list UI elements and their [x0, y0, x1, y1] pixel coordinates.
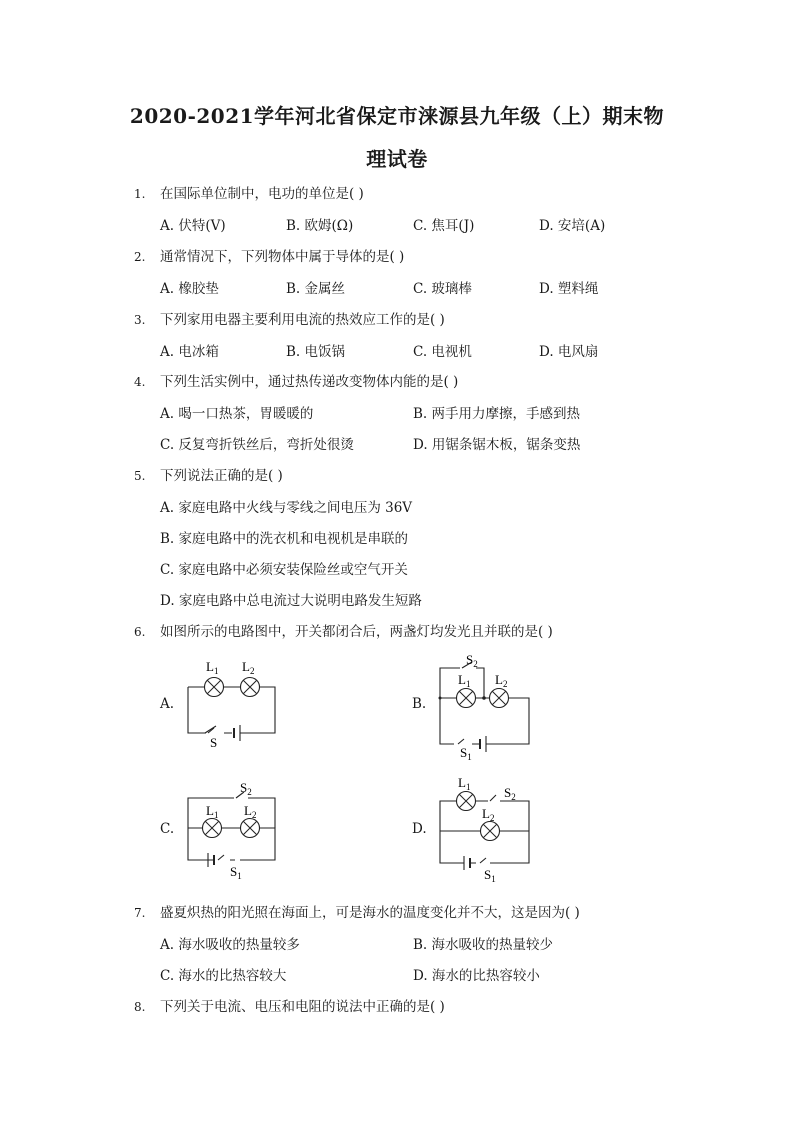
question-number: 6. — [134, 625, 146, 639]
circuit-diagram-b — [432, 650, 542, 760]
option-c: C. 电视机 — [413, 344, 472, 360]
option-d: D. — [412, 821, 427, 837]
option-d: D. 家庭电路中总电流过大说明电路发生短路 — [160, 593, 422, 609]
label-l2: $L_2$ — [244, 803, 257, 820]
question-text: 盛夏炽热的阳光照在海面上，可是海水的温度变化并不大，这是因为( ) — [160, 905, 580, 921]
label-l1: $L_1$ — [206, 659, 219, 676]
label-l2: $L_2$ — [495, 672, 508, 689]
question-number: 4. — [134, 375, 146, 389]
question-text: 下列关于电流、电压和电阻的说法中正确的是( ) — [160, 999, 445, 1015]
label-l1: $L_1$ — [206, 803, 219, 820]
option-d: D. 安培(A) — [539, 218, 606, 234]
option-a: A. 电冰箱 — [160, 344, 219, 360]
question-text: 如图所示的电路图中，开关都闭合后，两盏灯均发光且并联的是( ) — [160, 624, 553, 640]
option-a: A. 家庭电路中火线与零线之间电压为 36V — [160, 500, 413, 516]
option-a: A. 橡胶垫 — [160, 281, 219, 297]
option-b: B. 欧姆(Ω) — [286, 218, 354, 234]
question-4 — [134, 370, 458, 390]
option-c: C. 反复弯折铁丝后，弯折处很烫 — [160, 437, 354, 453]
option-a: A. 喝一口热茶，胃暖暖的 — [160, 406, 314, 422]
option-a: A. — [160, 696, 175, 712]
question-text: 在国际单位制中，电功的单位是( ) — [160, 186, 364, 202]
option-b: B. — [412, 696, 427, 712]
label-l1: $L_1$ — [458, 672, 471, 689]
option-d: D. 塑料绳 — [539, 281, 599, 297]
label-s2: $S_2$ — [504, 785, 516, 802]
option-b: B. 金属丝 — [286, 281, 346, 297]
question-number: 7. — [134, 906, 146, 920]
option-c: C. 海水的比热容较大 — [160, 968, 287, 984]
lamp-l2 — [241, 819, 260, 838]
circuit-diagram-c — [180, 780, 285, 880]
question-7 — [134, 901, 580, 921]
question-5 — [134, 464, 283, 484]
question-2 — [134, 245, 404, 265]
question-3 — [134, 308, 445, 328]
question-number: 5. — [134, 469, 146, 483]
question-text: 下列家用电器主要利用电流的热效应工作的是( ) — [160, 312, 445, 328]
lamp-l1 — [457, 689, 476, 708]
lamp-l1 — [205, 678, 224, 697]
option-d: D. 电风扇 — [539, 344, 599, 360]
circuit-diagram-a — [180, 655, 285, 750]
label-s1: $S_1$ — [484, 867, 496, 884]
option-b: B. 两手用力摩擦，手感到热 — [413, 406, 581, 422]
option-c: C. — [160, 821, 175, 837]
question-text: 通常情况下，下列物体中属于导体的是( ) — [160, 249, 405, 265]
lamp-l2 — [241, 678, 260, 697]
lamp-l2 — [481, 822, 500, 841]
lamp-l2 — [490, 689, 509, 708]
label-s1: $S_1$ — [460, 745, 472, 760]
lamp-l1 — [457, 792, 476, 811]
option-d: D. 用锯条锯木板，锯条变热 — [413, 437, 581, 453]
option-a: A. 海水吸收的热量较多 — [160, 937, 300, 953]
option-b: B. 海水吸收的热量较少 — [413, 937, 554, 953]
option-c: C. 焦耳(J) — [413, 218, 475, 234]
option-c: C. 玻璃棒 — [413, 281, 472, 297]
label-s2: $S_2$ — [466, 652, 478, 669]
option-b: B. 电饭锅 — [286, 344, 346, 360]
label-s1: $S_1$ — [230, 864, 242, 880]
question-text: 下列说法正确的是( ) — [160, 468, 283, 484]
label-l2: $L_2$ — [242, 659, 255, 676]
label-l1: $L_1$ — [458, 775, 471, 792]
question-number: 3. — [134, 313, 146, 327]
label-s: S — [210, 735, 218, 750]
page-title: 2020-2021学年河北省保定市涞源县九年级（上）期末物 — [129, 104, 665, 128]
question-text: 下列生活实例中，通过热传递改变物体内能的是( ) — [160, 374, 459, 390]
page-title-line2: 理试卷 — [366, 147, 428, 171]
question-8 — [134, 995, 445, 1015]
label-l2: $L_2$ — [482, 806, 495, 823]
circuit-diagram-d — [432, 775, 542, 885]
question-number: 8. — [134, 1000, 146, 1014]
option-d: D. 海水的比热容较小 — [413, 968, 540, 984]
question-6 — [134, 620, 553, 640]
question-1 — [134, 182, 364, 202]
question-number: 2. — [134, 250, 146, 264]
option-b: B. 家庭电路中的洗衣机和电视机是串联的 — [160, 531, 409, 547]
lamp-l1 — [203, 819, 222, 838]
option-c: C. 家庭电路中必须安装保险丝或空气开关 — [160, 562, 408, 578]
label-s2: $S_2$ — [240, 780, 252, 797]
option-a: A. 伏特(V) — [160, 218, 226, 234]
question-number: 1. — [134, 187, 146, 201]
